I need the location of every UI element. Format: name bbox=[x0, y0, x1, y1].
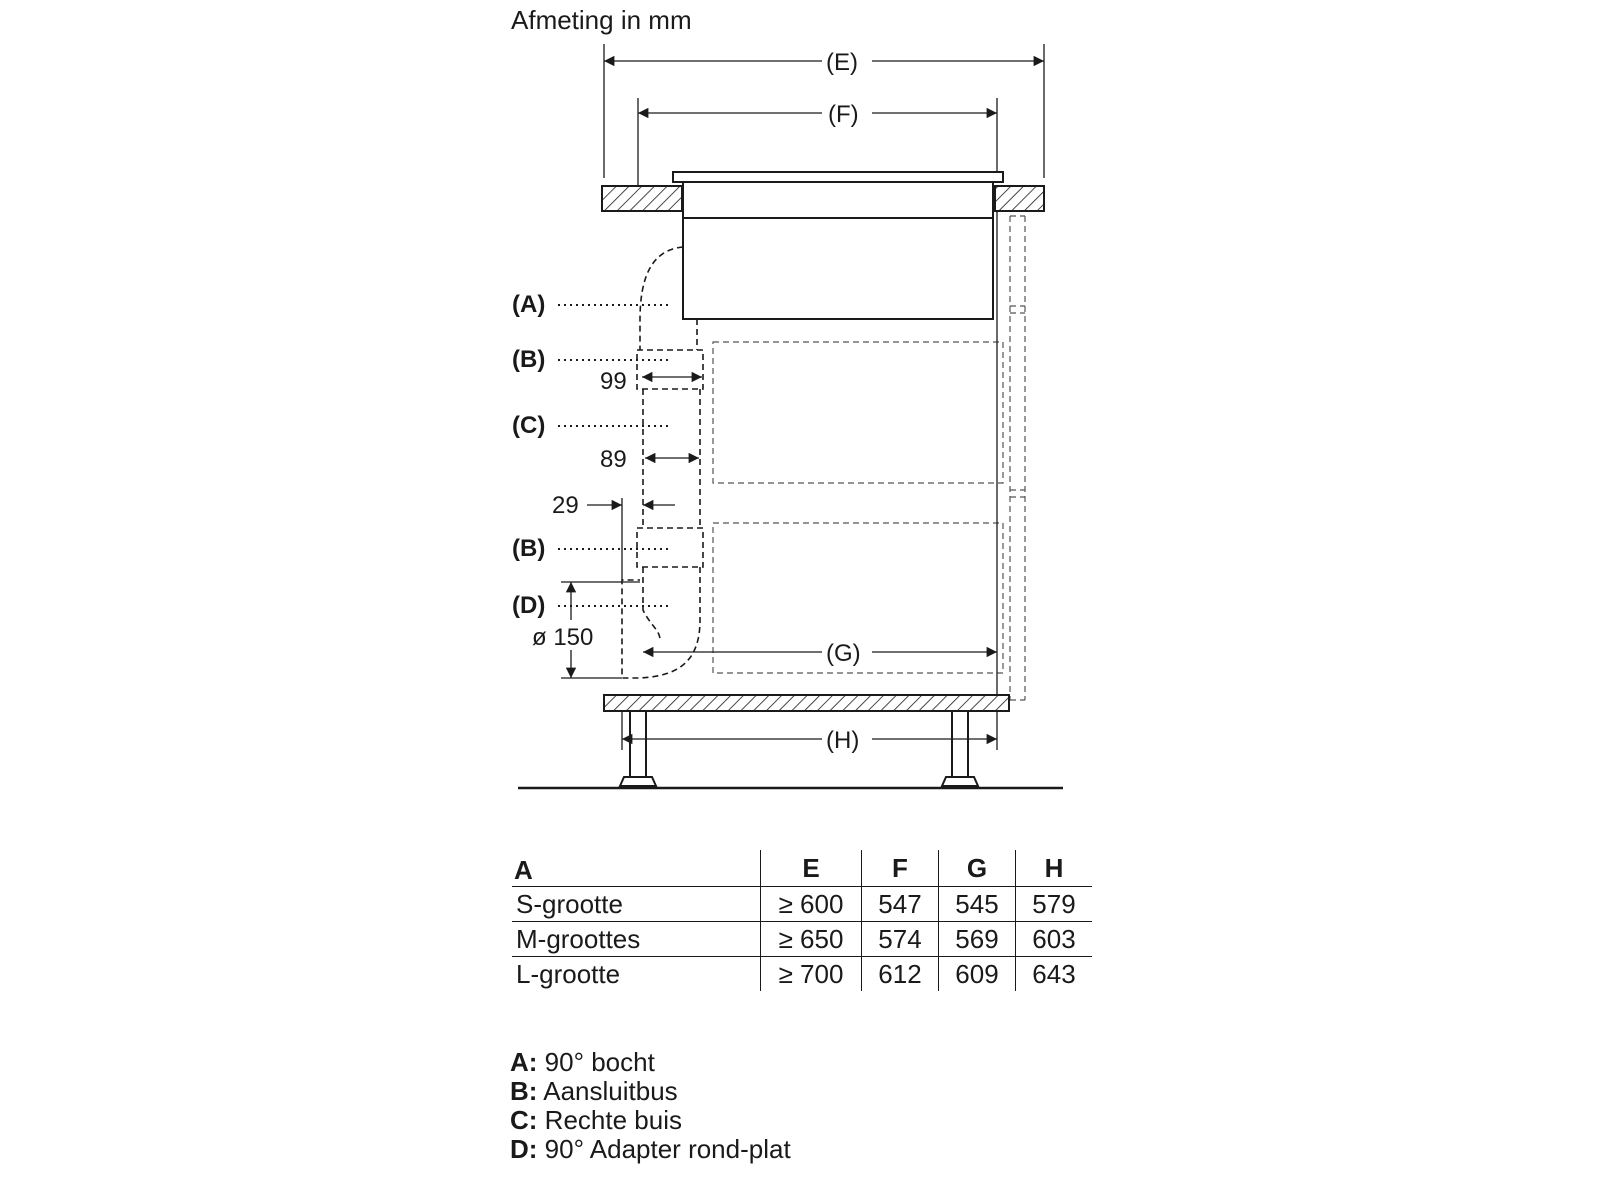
size-name: S-grootte bbox=[512, 887, 761, 922]
measure-89: 89 bbox=[600, 446, 627, 473]
part-leaders bbox=[512, 291, 668, 619]
legend-item bbox=[510, 1106, 791, 1135]
dimension-f bbox=[638, 98, 997, 210]
cooktop bbox=[673, 172, 1003, 319]
legend-key: B: bbox=[510, 1076, 538, 1106]
cell-g: 569 bbox=[939, 922, 1016, 957]
size-name: L-grootte bbox=[512, 957, 761, 992]
dim-label-e: (E) bbox=[826, 49, 858, 76]
cell-h: 643 bbox=[1016, 957, 1093, 992]
dimension-g bbox=[643, 640, 997, 667]
legend-key: A: bbox=[510, 1047, 538, 1077]
legend-text: Rechte buis bbox=[544, 1105, 682, 1135]
table-header-e: E bbox=[761, 850, 862, 887]
legend-item bbox=[510, 1077, 791, 1106]
drawers bbox=[713, 342, 1003, 673]
part-label-a: (A) bbox=[512, 291, 546, 318]
table-row bbox=[512, 922, 1092, 957]
duct-system bbox=[622, 247, 703, 678]
plinth-board bbox=[604, 695, 1009, 711]
part-label-c: (C) bbox=[512, 412, 546, 439]
legend-text: 90° bocht bbox=[544, 1047, 655, 1077]
dimensions-table bbox=[512, 850, 1092, 991]
measurements bbox=[532, 368, 702, 678]
dim-label-f: (F) bbox=[828, 101, 859, 128]
legend-key: C: bbox=[510, 1105, 538, 1135]
legs bbox=[620, 711, 978, 786]
cell-e: ≥ 700 bbox=[761, 957, 862, 992]
table-header-row bbox=[512, 850, 1092, 887]
part-label-d: (D) bbox=[512, 592, 546, 619]
measure-29: 29 bbox=[552, 492, 579, 519]
cell-h: 579 bbox=[1016, 887, 1093, 922]
dimension-h bbox=[622, 711, 997, 754]
table-header-a: A bbox=[514, 855, 533, 885]
cell-f: 612 bbox=[862, 957, 939, 992]
table-row bbox=[512, 957, 1092, 992]
legend-text: Aansluitbus bbox=[543, 1076, 678, 1106]
cell-g: 545 bbox=[939, 887, 1016, 922]
cell-g: 609 bbox=[939, 957, 1016, 992]
table-header-g: G bbox=[939, 850, 1016, 887]
cell-e: ≥ 650 bbox=[761, 922, 862, 957]
dim-label-h: (H) bbox=[826, 727, 860, 754]
size-name: M-groottes bbox=[512, 922, 761, 957]
cell-h: 603 bbox=[1016, 922, 1093, 957]
measure-diameter: ø 150 bbox=[532, 624, 594, 651]
dim-label-g: (G) bbox=[826, 640, 861, 667]
cell-f: 547 bbox=[862, 887, 939, 922]
cabinet-side bbox=[1010, 216, 1025, 700]
table-header-f: F bbox=[862, 850, 939, 887]
measure-99: 99 bbox=[600, 368, 627, 395]
parts-legend bbox=[510, 1048, 791, 1164]
table-row bbox=[512, 887, 1092, 922]
legend-key: D: bbox=[510, 1134, 538, 1164]
legend-item bbox=[510, 1048, 791, 1077]
part-label-b-lower: (B) bbox=[512, 535, 546, 562]
cell-f: 574 bbox=[862, 922, 939, 957]
legend-text: 90° Adapter rond-plat bbox=[544, 1134, 791, 1164]
legend-item bbox=[510, 1135, 791, 1164]
table-header-h: H bbox=[1016, 850, 1093, 887]
cell-e: ≥ 600 bbox=[761, 887, 862, 922]
worktop bbox=[602, 186, 1044, 211]
unit-label: Afmeting in mm bbox=[511, 5, 692, 35]
dimension-e bbox=[604, 44, 1044, 178]
part-label-b-upper: (B) bbox=[512, 346, 546, 373]
